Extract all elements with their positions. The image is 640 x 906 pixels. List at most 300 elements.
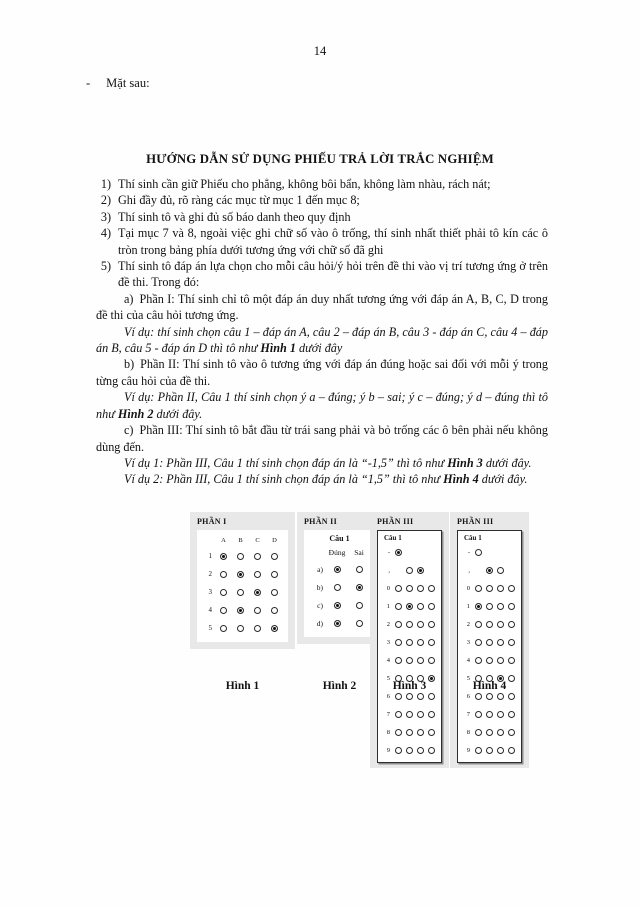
bubble-row-label: d) [316,618,323,628]
bubble-empty-icon[interactable] [475,693,482,700]
bubble-empty-icon[interactable] [508,747,515,754]
bubble-empty-icon[interactable] [508,729,515,736]
bubble-cell[interactable] [404,579,415,597]
bubble-cell[interactable] [348,596,370,614]
subsection-b-label: b) [124,357,135,372]
bubble-empty-icon[interactable] [486,639,493,646]
instruction-marker: 3) [100,209,111,224]
example-c2-post: dưới đây. [478,472,528,487]
bubble-empty-icon[interactable] [356,566,363,573]
example-b-post: dưới đây. [153,406,203,421]
bubble-empty-icon[interactable] [497,585,504,592]
example-c1-figure-ref: Hình 3 [447,455,483,470]
bubble-cell[interactable] [506,597,517,615]
bubble-cell[interactable] [506,579,517,597]
bubble-cell[interactable] [495,633,506,651]
bubble-filled-icon[interactable] [334,602,341,609]
bubble-cell[interactable] [495,615,506,633]
bubble-empty-icon[interactable] [220,625,227,632]
bubble-cell[interactable] [215,619,232,637]
bubble-cell[interactable] [266,583,283,601]
bubble-cell[interactable] [393,543,404,561]
bubble-empty-icon[interactable] [497,567,504,574]
bubble-empty-icon[interactable] [406,693,413,700]
bubble-cell[interactable] [495,579,506,597]
bubble-filled-icon[interactable] [395,549,402,556]
matsau-line [86,76,386,91]
bubble-empty-icon[interactable] [406,621,413,628]
bubble-empty-icon[interactable] [395,729,402,736]
bubble-cell[interactable] [495,723,506,741]
bubble-empty-icon[interactable] [428,639,435,646]
example-c2-pre: Ví dụ 2: Phần III, Câu 1 thí sinh chọn đáp án là “1,5” thì tô như [124,472,444,487]
bubble-empty-icon[interactable] [237,553,244,560]
bubble-cell [393,561,404,579]
bubble-cell[interactable] [495,741,506,759]
bubble-cell[interactable] [484,597,495,615]
bubble-empty-icon[interactable] [497,711,504,718]
bubble-empty-icon[interactable] [486,729,493,736]
bubble-row-label: 8 [466,728,470,736]
bubble-cell[interactable] [495,561,506,579]
bubble-cell[interactable] [415,633,426,651]
bubble-cell[interactable] [215,601,232,619]
instruction-item [96,192,548,208]
instruction-item [96,225,548,258]
bubble-cell[interactable] [426,597,437,615]
instruction-text: Thí sinh cần giữ Phiếu cho phẳng, không bôi bẩn, không làm nhàu, rách nát; [118,177,491,191]
bubble-cell[interactable] [473,723,484,741]
bubble-empty-icon[interactable] [486,711,493,718]
bubble-cell[interactable] [506,723,517,741]
bubble-row [462,597,517,615]
bubble-cell [404,543,415,561]
bubble-empty-icon[interactable] [220,607,227,614]
bubble-filled-icon[interactable] [475,603,482,610]
bubble-filled-icon[interactable] [220,553,227,560]
bubble-empty-icon[interactable] [417,585,424,592]
bubble-empty-icon[interactable] [406,585,413,592]
bubble-empty-icon[interactable] [417,657,424,664]
bubble-empty-icon[interactable] [486,603,493,610]
bubble-row [382,741,437,759]
bubble-row-label: 0 [386,584,390,592]
bubble-row [202,601,283,619]
bubble-empty-icon[interactable] [508,711,515,718]
bubble-empty-icon[interactable] [417,693,424,700]
bubble-empty-icon[interactable] [475,639,482,646]
bubble-row-label: 5 [466,674,470,682]
bubble-row-label: 2 [386,620,390,628]
bubble-cell[interactable] [415,615,426,633]
bubble-cell[interactable] [495,597,506,615]
bubble-cell[interactable] [484,723,495,741]
bubble-empty-icon[interactable] [497,729,504,736]
example-b-pre: Ví dụ: Phần II, Câu 1 thí sinh chọn ý a – đúng; ý b – sai; ý c – đúng; ý d – đúng thì tô như [96,390,548,421]
bubble-cell[interactable] [473,597,484,615]
bubble-filled-icon[interactable] [417,567,424,574]
bubble-cell[interactable] [426,741,437,759]
bubble-column-header: A [221,536,226,544]
bubble-cell[interactable] [484,615,495,633]
bubble-empty-icon[interactable] [475,657,482,664]
instruction-item [96,176,548,192]
bubble-cell[interactable] [506,705,517,723]
bubble-empty-icon[interactable] [395,693,402,700]
matsau-label: Mặt sau: [106,76,150,90]
bubble-cell[interactable] [473,579,484,597]
bubble-row-label: 2 [466,620,470,628]
bubble-cell[interactable] [393,741,404,759]
bubble-cell[interactable] [506,615,517,633]
bubble-cell[interactable] [348,578,370,596]
bubble-row-label: 3 [466,638,470,646]
bubble-empty-icon[interactable] [417,603,424,610]
bubble-cell[interactable] [404,705,415,723]
phan3a-title: PHẦN III [377,517,414,526]
bubble-cell[interactable] [393,651,404,669]
bubble-filled-icon[interactable] [237,607,244,614]
bubble-row [309,614,370,632]
bubble-row [202,547,283,565]
bubble-empty-icon[interactable] [395,585,402,592]
bubble-cell[interactable] [215,547,232,565]
instruction-text: Thí sinh tô và ghi đủ số báo danh theo quy định [118,209,351,224]
bubble-row [462,543,517,561]
bubble-row-label: 1 [466,602,470,610]
bubble-empty-icon[interactable] [395,747,402,754]
bubble-cell[interactable] [326,596,348,614]
bubble-empty-icon[interactable] [254,607,261,614]
bubble-cell[interactable] [404,651,415,669]
bubble-cell[interactable] [249,583,266,601]
bubble-row [382,561,437,579]
bubble-cell[interactable] [266,565,283,583]
bubble-cell[interactable] [426,633,437,651]
bubble-empty-icon[interactable] [428,621,435,628]
bubble-cell[interactable] [393,579,404,597]
example-c1-post: dưới đây. [482,455,532,470]
bubble-empty-icon[interactable] [497,603,504,610]
bubble-row [382,633,437,651]
bubble-cell[interactable] [506,651,517,669]
bubble-cell[interactable] [484,705,495,723]
bubble-row-label: , [468,566,470,574]
bubble-empty-icon[interactable] [475,549,482,556]
bubble-column-header: C [255,536,260,544]
bubble-cell[interactable] [393,705,404,723]
bubble-empty-icon[interactable] [497,693,504,700]
figure-caption-hinh3: Hình 3 [392,680,427,692]
bubble-row-label: 9 [466,746,470,754]
bubble-empty-icon[interactable] [508,621,515,628]
bubble-cell [506,543,517,561]
figure-hinh3 [370,512,449,768]
subsection-a-label: a) [124,291,134,306]
bubble-empty-icon[interactable] [497,747,504,754]
bubble-cell[interactable] [473,651,484,669]
bubble-empty-icon[interactable] [395,621,402,628]
bubble-empty-icon[interactable] [271,607,278,614]
bubble-cell[interactable] [495,651,506,669]
bubble-cell[interactable] [404,633,415,651]
bubble-empty-icon[interactable] [508,639,515,646]
bubble-cell[interactable] [415,741,426,759]
bubble-filled-icon[interactable] [334,566,341,573]
phan1-grid [197,530,288,642]
bubble-empty-icon[interactable] [486,621,493,628]
bubble-empty-icon[interactable] [406,657,413,664]
bubble-empty-icon[interactable] [428,657,435,664]
subsection-c [96,422,548,455]
bubble-cell[interactable] [215,565,232,583]
phan3a-panel [370,512,449,768]
bubble-cell[interactable] [393,633,404,651]
bullet-dash: - [86,76,91,90]
bubble-cell[interactable] [426,723,437,741]
bubble-row [309,578,370,596]
bubble-row [462,651,517,669]
bubble-empty-icon[interactable] [475,729,482,736]
bubble-empty-icon[interactable] [428,729,435,736]
bubble-empty-icon[interactable] [237,589,244,596]
bubble-empty-icon[interactable] [254,571,261,578]
figure-hinh1 [190,512,295,692]
bubble-empty-icon[interactable] [271,553,278,560]
bubble-empty-icon[interactable] [220,589,227,596]
bubble-header-corner [309,545,326,560]
subsection-a [96,291,548,324]
bubble-cell[interactable] [473,705,484,723]
bubble-empty-icon[interactable] [428,747,435,754]
bubble-empty-icon[interactable] [475,747,482,754]
bubble-header-row [202,534,283,547]
bubble-row-label: 3 [386,638,390,646]
bubble-empty-icon[interactable] [406,639,413,646]
bubble-cell[interactable] [232,565,249,583]
bubble-row-label: b) [316,582,323,592]
bubble-empty-icon[interactable] [356,602,363,609]
bubble-cell[interactable] [484,651,495,669]
bubble-empty-icon[interactable] [475,621,482,628]
bubble-empty-icon[interactable] [417,639,424,646]
bubble-empty-icon[interactable] [220,571,227,578]
bubble-row [462,615,517,633]
bubble-filled-icon[interactable] [271,625,278,632]
bubble-cell[interactable] [473,543,484,561]
bubble-cell[interactable] [326,560,348,578]
bubble-cell[interactable] [426,705,437,723]
bubble-empty-icon[interactable] [395,711,402,718]
bubble-cell[interactable] [266,547,283,565]
bubble-cell[interactable] [393,723,404,741]
phan1-title: PHẦN I [197,517,227,526]
bubble-cell[interactable] [404,561,415,579]
figure-caption-hinh1: Hình 1 [225,680,260,692]
bubble-cell[interactable] [249,565,266,583]
bubble-empty-icon[interactable] [271,589,278,596]
bubble-row [382,597,437,615]
bubble-row [462,705,517,723]
subsection-b-text: Phần II: Thí sinh tô vào ô tương ứng với đáp án đúng hoặc sai đối với mỗi ý trong từng câu hỏi của đề thi. [96,357,548,388]
example-b [96,389,548,422]
phan3a-question-label: Câu 1 [384,534,402,542]
figures-row [0,512,640,754]
bubble-empty-icon[interactable] [334,584,341,591]
bubble-empty-icon[interactable] [508,693,515,700]
bubble-empty-icon[interactable] [406,567,413,574]
bubble-empty-icon[interactable] [254,625,261,632]
bubble-empty-icon[interactable] [395,603,402,610]
bubble-cell[interactable] [266,601,283,619]
bubble-row-label: 4 [386,656,390,664]
bubble-cell[interactable] [266,619,283,637]
bubble-column-header: D [272,536,277,544]
bubble-empty-icon[interactable] [428,711,435,718]
bubble-cell[interactable] [426,651,437,669]
bubble-cell[interactable] [495,705,506,723]
bubble-empty-icon[interactable] [428,603,435,610]
bubble-row [382,615,437,633]
bubble-cell[interactable] [484,633,495,651]
bubble-cell[interactable] [232,583,249,601]
bubble-cell[interactable] [484,561,495,579]
phan3b-panel [450,512,529,768]
bubble-filled-icon[interactable] [334,620,341,627]
bubble-row-label: 4 [466,656,470,664]
bubble-cell[interactable] [484,741,495,759]
bubble-cell[interactable] [415,561,426,579]
subsection-b [96,356,548,389]
bubble-row [382,651,437,669]
bubble-empty-icon[interactable] [395,657,402,664]
example-a-pre: Ví dụ: thí sinh chọn câu 1 – đáp án A, câu 2 – đáp án B, câu 3 - đáp án C, câu 4 – đáp án B, câu 5 - đáp án D thì tô như [96,324,548,356]
bubble-empty-icon[interactable] [428,585,435,592]
bubble-row [382,723,437,741]
bubble-empty-icon[interactable] [486,657,493,664]
bubble-cell[interactable] [473,633,484,651]
bubble-cell[interactable] [404,741,415,759]
bubble-cell[interactable] [393,597,404,615]
bubble-empty-icon[interactable] [486,693,493,700]
bubble-filled-icon[interactable] [356,584,363,591]
bubble-cell[interactable] [415,579,426,597]
phan3b-title: PHẦN III [457,517,494,526]
bubble-row-label: - [387,548,390,556]
bubble-cell[interactable] [415,651,426,669]
bubble-cell[interactable] [415,705,426,723]
instructions-body [96,176,548,488]
bubble-cell[interactable] [326,578,348,596]
bubble-cell[interactable] [215,583,232,601]
bubble-empty-icon[interactable] [475,711,482,718]
bubble-empty-icon[interactable] [508,585,515,592]
bubble-cell[interactable] [232,601,249,619]
bubble-row [202,583,283,601]
bubble-cell[interactable] [326,614,348,632]
bubble-empty-icon[interactable] [508,657,515,664]
instruction-text: Tại mục 7 và 8, ngoài việc ghi chữ số vào ô trống, thí sinh nhất thiết phải tô kín các ô tròn trong bảng phía dưới tương ứng với chữ số đã ghi [118,226,548,257]
bubble-empty-icon[interactable] [497,621,504,628]
bubble-row [202,565,283,583]
instruction-item [96,258,548,291]
bubble-row-label: 2 [208,570,212,578]
bubble-cell[interactable] [506,633,517,651]
bubble-cell[interactable] [415,597,426,615]
bubble-cell[interactable] [426,615,437,633]
bubble-empty-icon[interactable] [428,693,435,700]
bubble-empty-icon[interactable] [475,585,482,592]
bubble-filled-icon[interactable] [486,567,493,574]
bubble-cell[interactable] [348,560,370,578]
bubble-empty-icon[interactable] [497,657,504,664]
bubble-empty-icon[interactable] [417,747,424,754]
bubble-cell[interactable] [348,614,370,632]
bubble-row-label: 6 [386,692,390,700]
bubble-cell[interactable] [473,615,484,633]
phan3b-question-label: Câu 1 [464,534,482,542]
bubble-cell[interactable] [249,619,266,637]
bubble-cell[interactable] [404,615,415,633]
phan3a-bubble-table [382,543,437,759]
bubble-empty-icon[interactable] [356,620,363,627]
bubble-empty-icon[interactable] [237,625,244,632]
bubble-empty-icon[interactable] [406,711,413,718]
bubble-empty-icon[interactable] [508,603,515,610]
bubble-empty-icon[interactable] [254,553,261,560]
bubble-row [309,596,370,614]
bubble-cell[interactable] [249,601,266,619]
bubble-cell[interactable] [415,723,426,741]
bubble-filled-icon[interactable] [237,571,244,578]
bubble-empty-icon[interactable] [406,747,413,754]
bubble-empty-icon[interactable] [395,639,402,646]
bubble-cell[interactable] [506,741,517,759]
phan3b-bubble-table [462,543,517,759]
bubble-cell[interactable] [232,547,249,565]
bubble-cell[interactable] [426,579,437,597]
bubble-cell[interactable] [393,615,404,633]
bubble-filled-icon[interactable] [406,603,413,610]
bubble-empty-icon[interactable] [417,711,424,718]
bubble-cell[interactable] [473,741,484,759]
bubble-cell[interactable] [484,579,495,597]
bubble-cell[interactable] [404,723,415,741]
bubble-empty-icon[interactable] [271,571,278,578]
bubble-row-label: 9 [386,746,390,754]
bubble-empty-icon[interactable] [417,729,424,736]
bubble-row-label: 7 [386,710,390,718]
example-a [96,324,548,357]
bubble-column-header: Đúng [328,547,346,557]
bubble-empty-icon[interactable] [406,729,413,736]
example-c2-figure-ref: Hình 4 [443,472,479,487]
bubble-empty-icon[interactable] [486,585,493,592]
bubble-cell[interactable] [232,619,249,637]
bubble-empty-icon[interactable] [497,639,504,646]
bubble-cell [415,543,426,561]
bubble-empty-icon[interactable] [486,747,493,754]
bubble-cell[interactable] [404,597,415,615]
bubble-row [382,579,437,597]
bubble-cell [506,561,517,579]
bubble-row-label: , [388,566,390,574]
bubble-filled-icon[interactable] [254,589,261,596]
instruction-marker: 5) [100,259,111,274]
bubble-cell [495,543,506,561]
bubble-cell[interactable] [249,547,266,565]
bubble-empty-icon[interactable] [417,621,424,628]
